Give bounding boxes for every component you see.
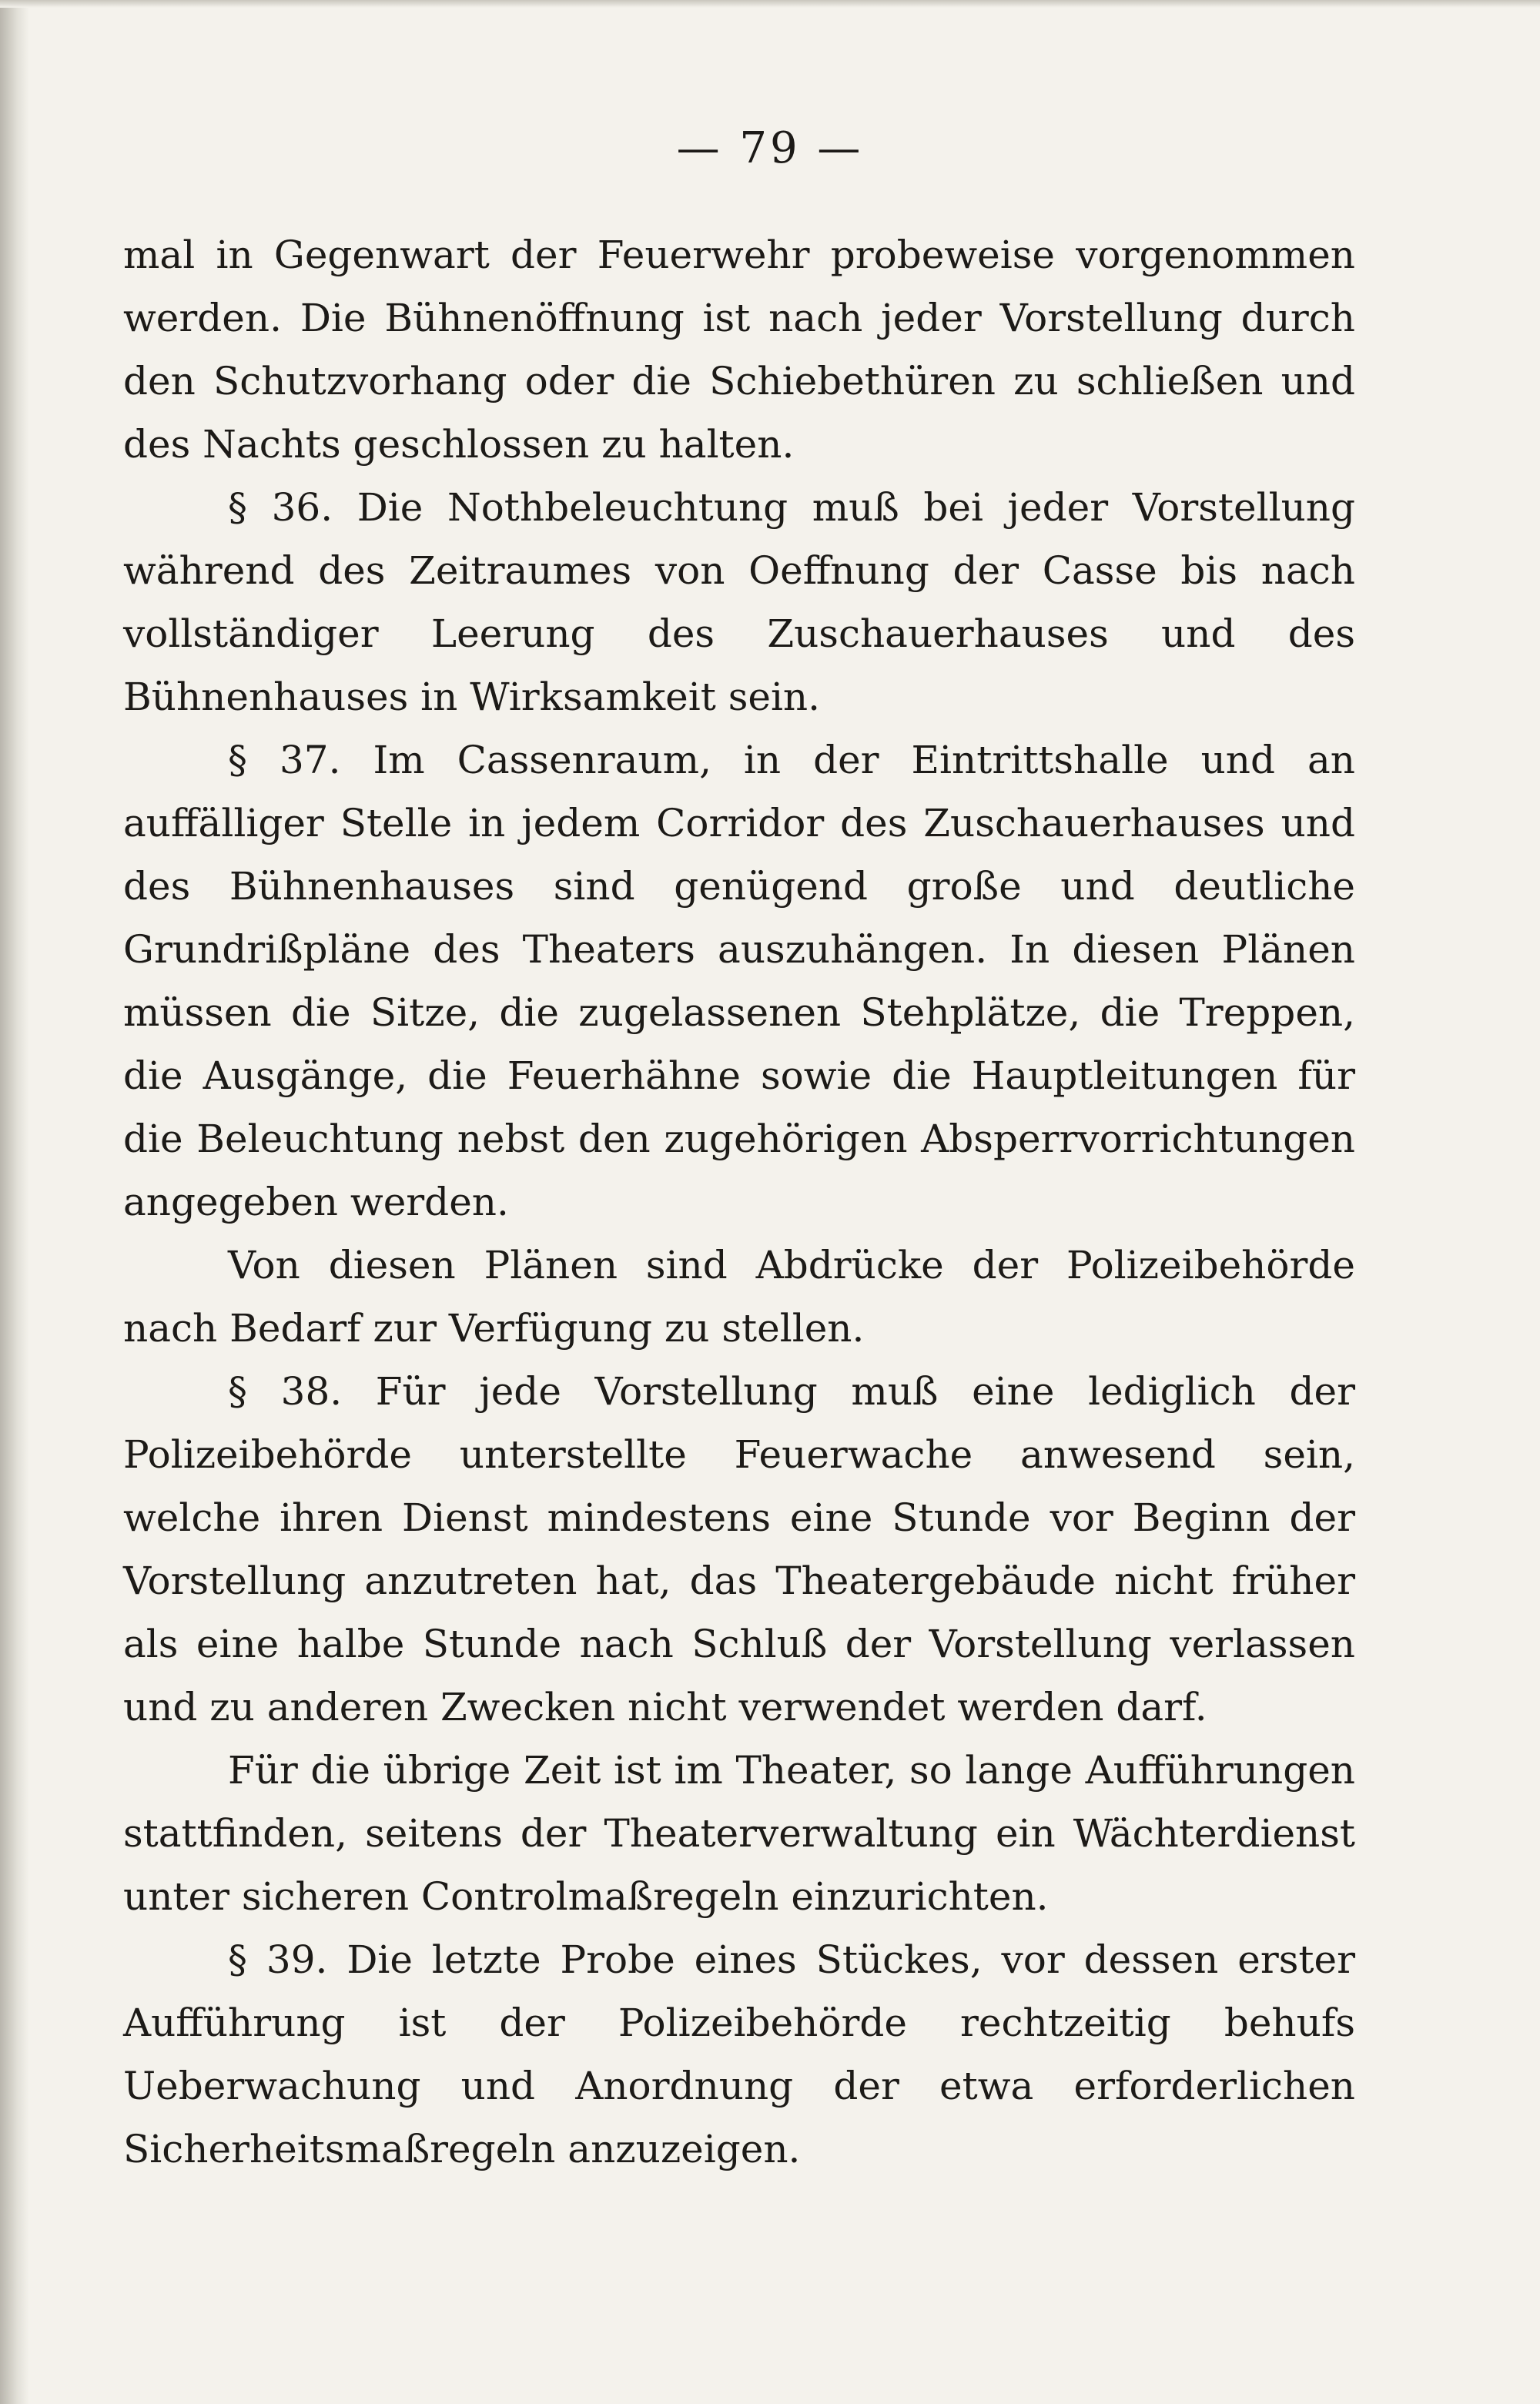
body-text [123,223,1355,2181]
paragraph-plans-copies: Von diesen Plänen sind Abdrücke der Polizeibehörde nach Bedarf zur Verfügung zu stellen. [123,1243,1355,1351]
paragraph-section-38: § 38. Für jede Vorstellung muß eine lediglich der Polizeibehörde unterstellte Feuerwache anwesend sein, welche ihren Dienst mindestens eine Stunde vor Beginn der Vorstellung anzutreten hat, das Theatergebäude nicht früher als eine halbe Stunde nach Schluß der Vorstellung verlassen und zu anderen Zwecken nicht verwendet werden darf. [123,1369,1355,1729]
paragraph-section-39: § 39. Die letzte Probe eines Stückes, vor dessen erster Aufführung ist der Polizeibehörde rechtzeitig behufs Ueberwachung und Anordnung der etwa erforderlichen Sicherheitsmaßregeln anzuzeigen. [123,1937,1355,2171]
page-top-edge [0,0,1540,8]
paragraph-continuation: mal in Gegenwart der Feuerwehr probeweise vorgenommen werden. Die Bühnenöffnung ist nach jeder Vorstellung durch den Schutzvorhang oder die Schiebethüren zu schließen und des Nachts geschlossen zu halten. [123,233,1355,467]
paragraph-section-36: § 36. Die Nothbeleuchtung muß bei jeder Vorstellung während des Zeitraumes von Oeffnung der Casse bis nach vollständiger Leerung des Zuschauerhauses und des Bühnenhauses in Wirksamkeit sein. [123,485,1355,719]
binding-shadow [0,0,29,2404]
paragraph-section-37: § 37. Im Cassenraum, in der Eintrittshalle und an auffälliger Stelle in jedem Corridor des Zuschauerhauses und des Bühnenhauses sind genügend große und deutliche Grundrißpläne des Theaters auszuhängen. In diesen Plänen müssen die Sitze, die zugelassenen Stehplätze, die Treppen, die Ausgänge, die Feuerhähne sowie die Hauptleitungen für die Beleuchtung nebst den zugehörigen Absperrvorrichtungen angegeben werden. [123,738,1355,1224]
page-number: — 79 — [676,123,864,173]
paragraph-watch-service: Für die übrige Zeit ist im Theater, so lange Aufführungen stattfinden, seitens der Theaterverwaltung ein Wächterdienst unter sicheren Controlmaßregeln einzurichten. [123,1748,1355,1919]
